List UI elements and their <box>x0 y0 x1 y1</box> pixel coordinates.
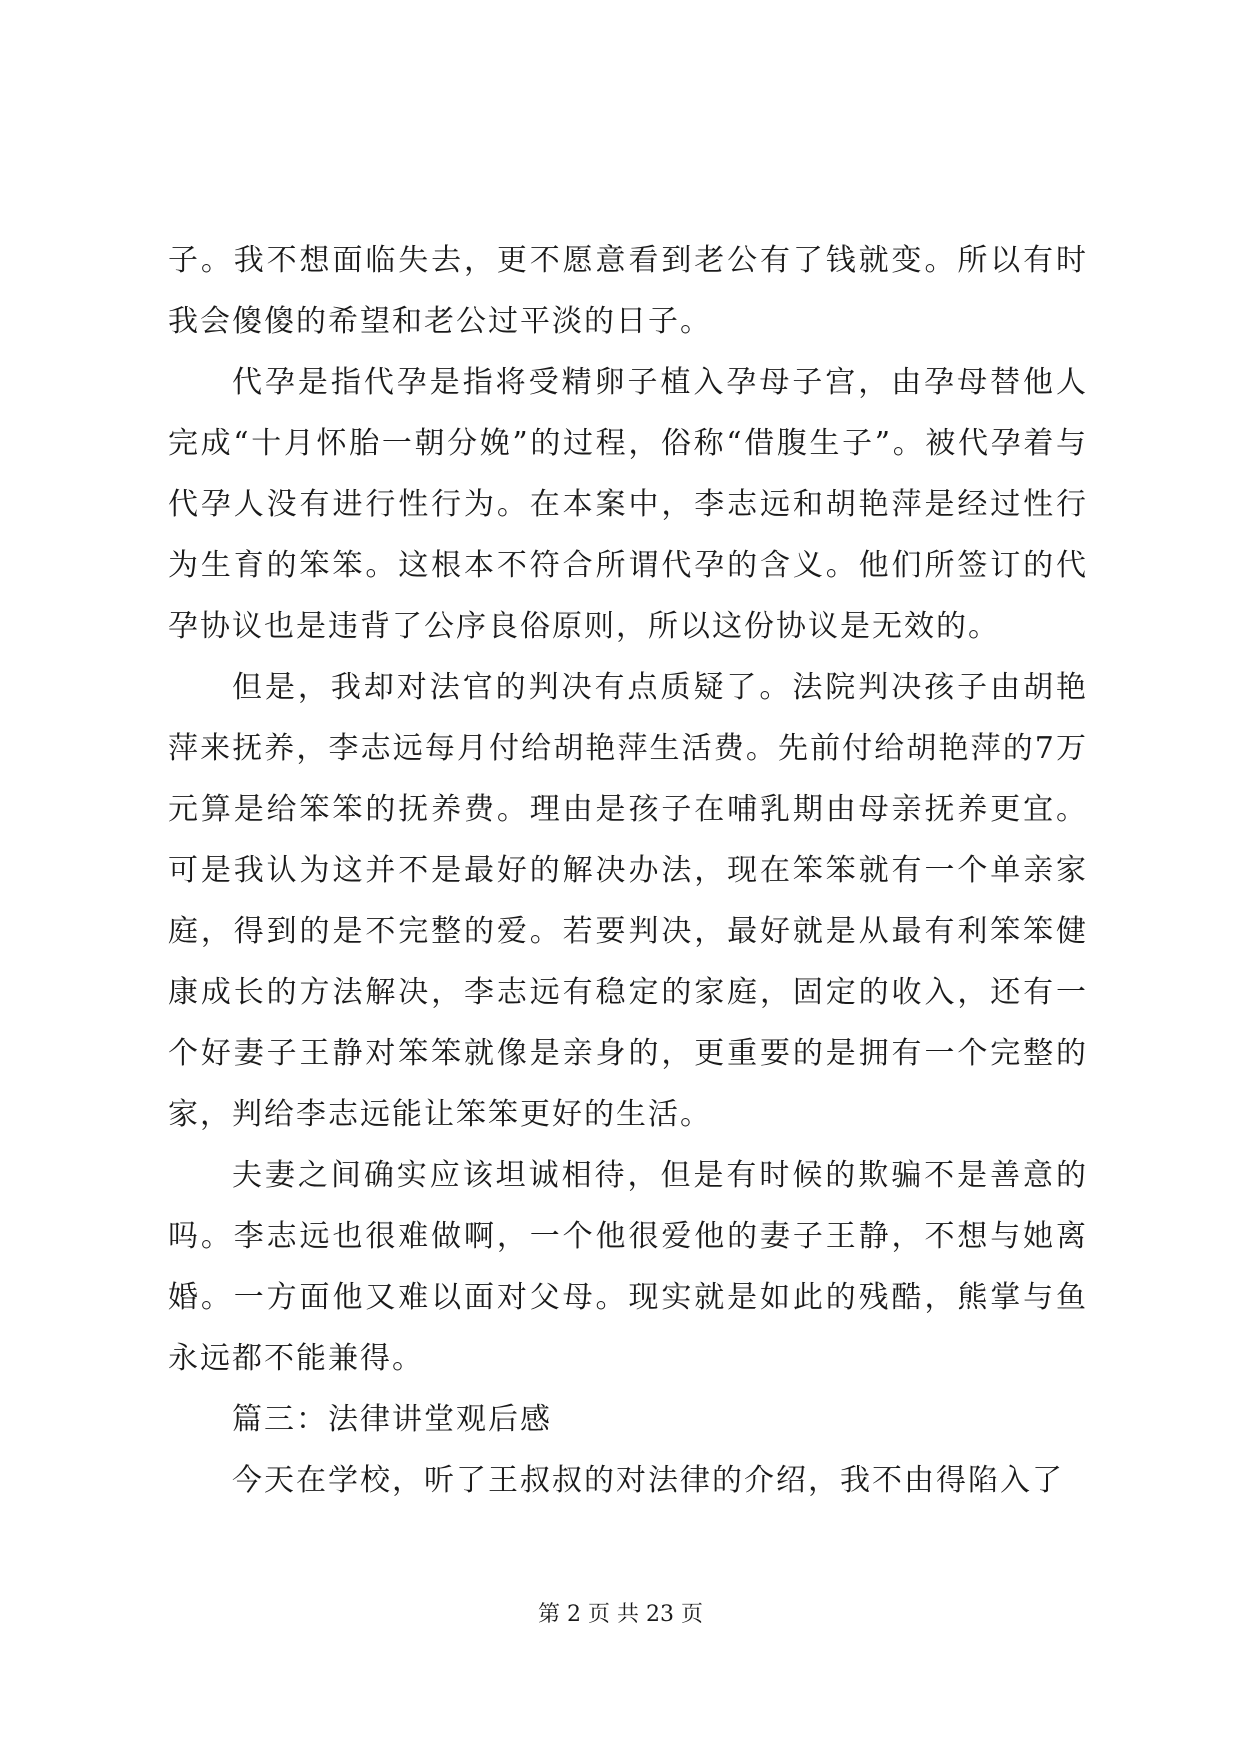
document-body <box>168 230 1088 1511</box>
paragraph-5: 今天在学校，听了王叔叔的对法律的介绍，我不由得陷入了 <box>232 1463 1064 1498</box>
paragraph-4: 夫妻之间确实应该坦诚相待，但是有时候的欺骗不是善意的吗。李志远也很难做啊，一个他很爱他的妻子王静，不想与她离婚。一方面他又难以面对父母。现实就是如此的残酷，熊掌与鱼永远都不能兼得。 <box>168 1158 1088 1376</box>
section-heading: 篇三：法律讲堂观后感 <box>232 1402 552 1437</box>
paragraph-2: 代孕是指代孕是指将受精卵子植入孕母子宫，由孕母替他人完成“十月怀胎一朝分娩”的过程，俗称“借腹生子”。被代孕着与代孕人没有进行性行为。在本案中，李志远和胡艳萍是经过性行为生育的笨笨。这根本不符合所谓代孕的含义。他们所签订的代孕协议也是违背了公序良俗原则，所以这份协议是无效的。 <box>168 365 1088 644</box>
paragraph-3: 但是，我却对法官的判决有点质疑了。法院判决孩子由胡艳萍来抚养，李志远每月付给胡艳萍生活费。先前付给胡艳萍的7万元算是给笨笨的抚养费。理由是孩子在哺乳期由母亲抚养更宜。可是我认为这并不是最好的解决办法，现在笨笨就有一个单亲家庭，得到的是不完整的爱。若要判决，最好就是从最有利笨笨健康成长的方法解决，李志远有稳定的家庭，固定的收入，还有一个好妻子王静对笨笨就像是亲身的，更重要的是拥有一个完整的家，判给李志远能让笨笨更好的生活。 <box>168 670 1088 1132</box>
page-number-footer: 第 2 页 共 23 页 <box>538 1602 703 1627</box>
paragraph-1: 子。我不想面临失去，更不愿意看到老公有了钱就变。所以有时我会傻傻的希望和老公过平淡的日子。 <box>168 243 1088 339</box>
